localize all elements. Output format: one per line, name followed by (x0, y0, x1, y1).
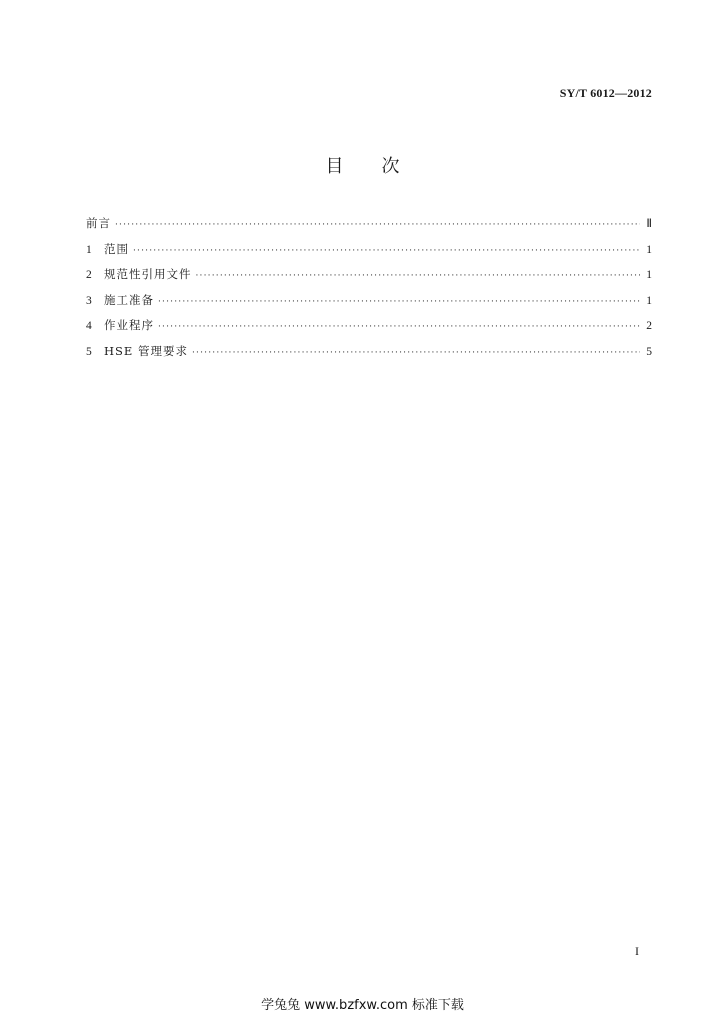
toc-entry-page: 2 (646, 320, 652, 332)
toc-entry-label: 作业程序 (104, 318, 154, 332)
toc-entry-normative-references[interactable] (86, 266, 652, 292)
toc-entry-operating-procedure[interactable] (86, 317, 652, 343)
toc-leader-dots (158, 319, 640, 335)
toc-entry-number: 3 (86, 294, 92, 307)
toc-leader-dots (115, 217, 640, 233)
toc-leader-dots (192, 345, 640, 361)
toc-leader-dots (133, 243, 640, 259)
toc-entry-scope[interactable] (86, 241, 652, 267)
title-char-1: 目 (325, 156, 344, 177)
toc-entry-page: 5 (646, 345, 652, 358)
page-number: I (635, 944, 639, 958)
toc-entry-number: 2 (86, 269, 92, 281)
toc-entry-number: 5 (86, 345, 92, 358)
footer-watermark-text[interactable]: 学兔兔 www.bzfxw.com 标准下载 (261, 998, 464, 1013)
page-title (0, 152, 725, 178)
toc-entry-foreword[interactable] (86, 215, 652, 241)
toc-leader-dots (158, 294, 640, 310)
toc-entry-number: 1 (86, 243, 92, 256)
toc-entry-label: 施工准备 (104, 292, 154, 307)
toc-entry-number: 4 (86, 320, 92, 332)
title-char-2: 次 (381, 156, 400, 177)
toc-entry-construction-preparation[interactable] (86, 292, 652, 318)
toc-entry-page: 1 (646, 269, 652, 281)
toc-entry-label: HSE 管理要求 (104, 343, 188, 358)
toc-entry-page: 1 (646, 243, 652, 256)
toc-entry-hse-requirements[interactable] (86, 343, 652, 369)
table-of-contents (86, 215, 652, 368)
toc-entry-page: Ⅱ (646, 218, 652, 230)
toc-leader-dots (196, 268, 641, 284)
toc-entry-label: 范围 (104, 241, 129, 256)
toc-entry-page: 1 (646, 294, 652, 307)
toc-entry-label: 前言 (86, 216, 111, 230)
toc-entry-label: 规范性引用文件 (104, 267, 192, 281)
standard-code: SY/T 6012—2012 (559, 86, 652, 100)
